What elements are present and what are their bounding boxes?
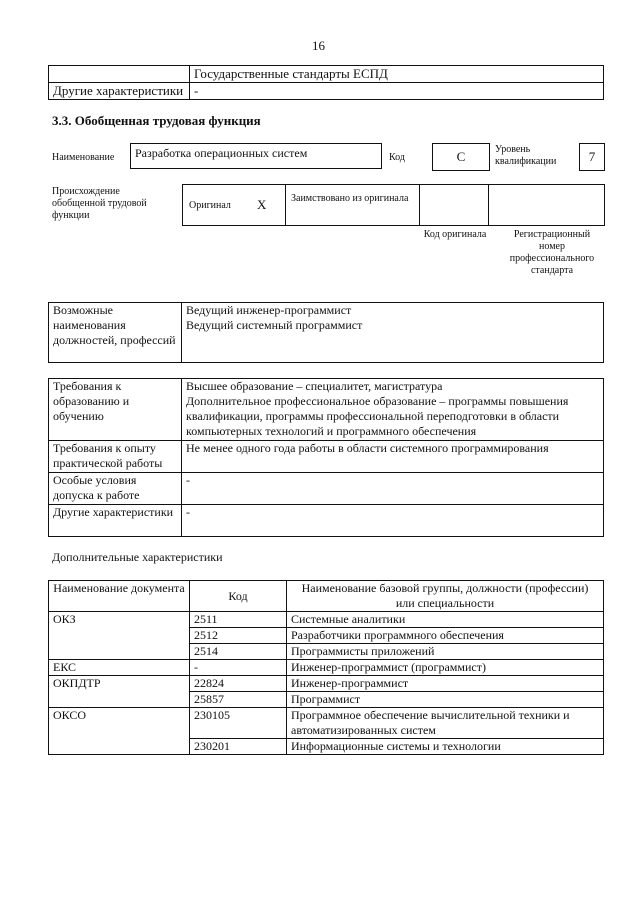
code-cell: 2514 [190,644,287,660]
requirement-value: - [182,505,604,537]
name-cell: Программное обеспечение вычислительной техники и автоматизированных систем [287,708,604,739]
top-table-row2-label: Другие характеристики [49,83,190,100]
code-label: Код [389,152,405,163]
table-row [49,660,604,676]
function-name-field: Разработка операционных систем [130,143,382,169]
doc-cell: ОКСО [49,708,190,755]
name-cell: Разработчики программного обеспечения [287,628,604,644]
code-cell: 25857 [190,692,287,708]
name-label: Наименование [52,152,115,163]
table-row [49,676,604,692]
code-value: С [432,143,490,171]
origin-label: Происхождение обобщенной трудовой функции [52,186,147,221]
table-row [49,379,604,441]
name-cell: Программист [287,692,604,708]
name-cell: Информационные системы и технологии [287,739,604,755]
doc-cell: ОКПДТР [49,676,190,708]
code-original-caption: Код оригинала [423,229,487,240]
table-row [49,441,604,473]
section-title: 3.3. Обобщенная трудовая функция [52,113,261,128]
requirement-label: Требования к опыту практической работы [49,441,182,473]
top-table [48,65,604,100]
top-table-row1-value: Государственные стандарты ЕСПД [190,66,604,83]
original-mark: X [257,197,267,212]
code-cell: 2511 [190,612,287,628]
table-row [49,505,604,537]
code-cell: 22824 [190,676,287,692]
name-cell: Системные аналитики [287,612,604,628]
level-label: Уровень квалификации [495,144,557,167]
requirement-value: Высшее образование – специалитет, магистратура Дополнительное профессиональное образование – программы повышения квалификации, программы профессиональной переподготовки в области компьютерных технологий и программного обеспечения [182,379,604,441]
origin-box [182,184,605,226]
name-cell: Инженер-программист (программист) [287,660,604,676]
requirement-value: - [182,473,604,505]
positions-value: Ведущий инженер-программист Ведущий системный программист [182,303,604,363]
code-cell: 230105 [190,708,287,739]
page-number: 16 [312,38,325,53]
requirement-value: Не менее одного года работы в области системного программирования [182,441,604,473]
positions-label: Возможные наименования должностей, профессий [49,303,182,363]
borrowed-label: Заимствовано из оригинала [291,193,409,204]
origin-divider [488,185,489,225]
code-cell: 230201 [190,739,287,755]
table-row [49,708,604,739]
table-row [49,473,604,505]
doc-cell: ЕКС [49,660,190,676]
header-document: Наименование документа [49,581,190,612]
positions-table [48,302,604,363]
header-code: Код [190,581,287,612]
original-label: Оригинал [189,200,231,211]
additional-title: Дополнительные характеристики [52,550,223,564]
requirement-label: Другие характеристики [49,505,182,537]
origin-divider [419,185,420,225]
header-name: Наименование базовой группы, должности (профессии) или специальности [287,581,604,612]
additional-table [48,580,604,755]
table-row [49,612,604,628]
requirement-label: Требования к образованию и обучению [49,379,182,441]
name-cell: Программисты приложений [287,644,604,660]
reg-number-caption: Регистрационный номер профессионального стандарта [509,229,595,276]
level-value: 7 [579,143,605,171]
requirement-label: Особые условия допуска к работе [49,473,182,505]
requirements-table [48,378,604,537]
top-table-empty-cell [49,66,190,83]
top-table-row2-value: - [190,83,604,100]
code-cell: - [190,660,287,676]
table-header-row [49,581,604,612]
origin-divider [285,185,286,225]
doc-cell: ОКЗ [49,612,190,660]
code-cell: 2512 [190,628,287,644]
name-cell: Инженер-программист [287,676,604,692]
